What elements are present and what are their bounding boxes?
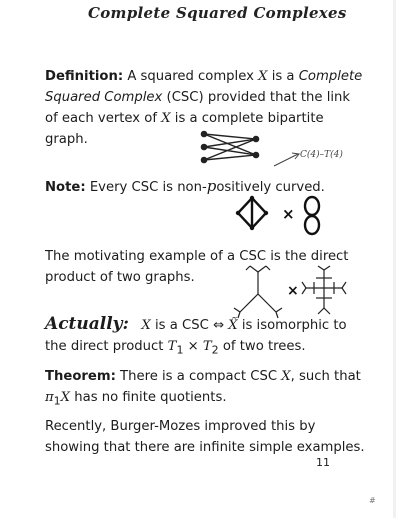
theorem-text-1: There is a compact CSC [115, 369, 282, 384]
theorem-text-2: , such that [290, 369, 361, 384]
math-x: X [161, 111, 171, 126]
handwritten-annotation: C(4)–T(4) [300, 150, 343, 160]
recently-paragraph: Recently, Burger-Mozes improved this by showing that there are infinite simple examples. [45, 419, 365, 455]
math-x-tilde: X̃ [228, 318, 238, 333]
actually-text-3: of two trees. [218, 339, 306, 354]
page-number: 11 [316, 456, 330, 469]
definition-label: Definition: [45, 69, 124, 84]
definition-text-3: (CSC) provided that the link of each vertex of [45, 90, 351, 126]
note-label: Note: [45, 180, 86, 195]
square-times-circles-sketch [232, 192, 327, 242]
actually-label: Actually: [45, 314, 129, 334]
theorem-label: Theorem: [45, 369, 116, 384]
math-t: T [202, 339, 212, 354]
times-symbol: × [287, 283, 299, 299]
definition-text-1: A squared complex [123, 69, 259, 84]
definition-text-2: is a [267, 69, 299, 84]
actually-paragraph [45, 314, 365, 361]
math-pi: π [45, 390, 54, 405]
page-title: Complete Squared Complexes [88, 4, 347, 22]
arrow-icon [272, 150, 302, 168]
math-x: X [281, 369, 291, 384]
theorem-paragraph [45, 366, 365, 412]
actually-text-2: is isomorphic to the direct product [45, 318, 347, 354]
motivating-paragraph: The motivating example of a CSC is the direct product of two graphs. [45, 249, 349, 285]
math-x: X [258, 69, 268, 84]
subscript: 1 [53, 394, 61, 408]
theorem-text-3: has no finite quotients. [70, 390, 227, 405]
iff-symbol: ⇔ [212, 318, 225, 333]
math-x: X [141, 318, 151, 333]
bipartite-graph-sketch [196, 126, 266, 168]
math-t: T [167, 339, 177, 354]
page-edge [393, 0, 396, 518]
times-symbol: × [282, 205, 295, 223]
times-symbol: × [183, 339, 203, 354]
csc-term: Complete Squared Complex [45, 69, 363, 105]
math-x: X [60, 390, 71, 405]
subscript: 2 [211, 343, 219, 357]
two-trees-sketch [232, 264, 352, 320]
note-text-2: ositively curved. [216, 180, 325, 195]
note-text-1: Every CSC is non- [85, 180, 207, 195]
definition-text-4: is a complete bipartite graph. [45, 111, 324, 147]
handwritten-p: p [206, 177, 217, 195]
corner-mark: # [369, 496, 376, 505]
actually-text-1: is a CSC [150, 318, 213, 333]
subscript: 1 [176, 343, 184, 357]
